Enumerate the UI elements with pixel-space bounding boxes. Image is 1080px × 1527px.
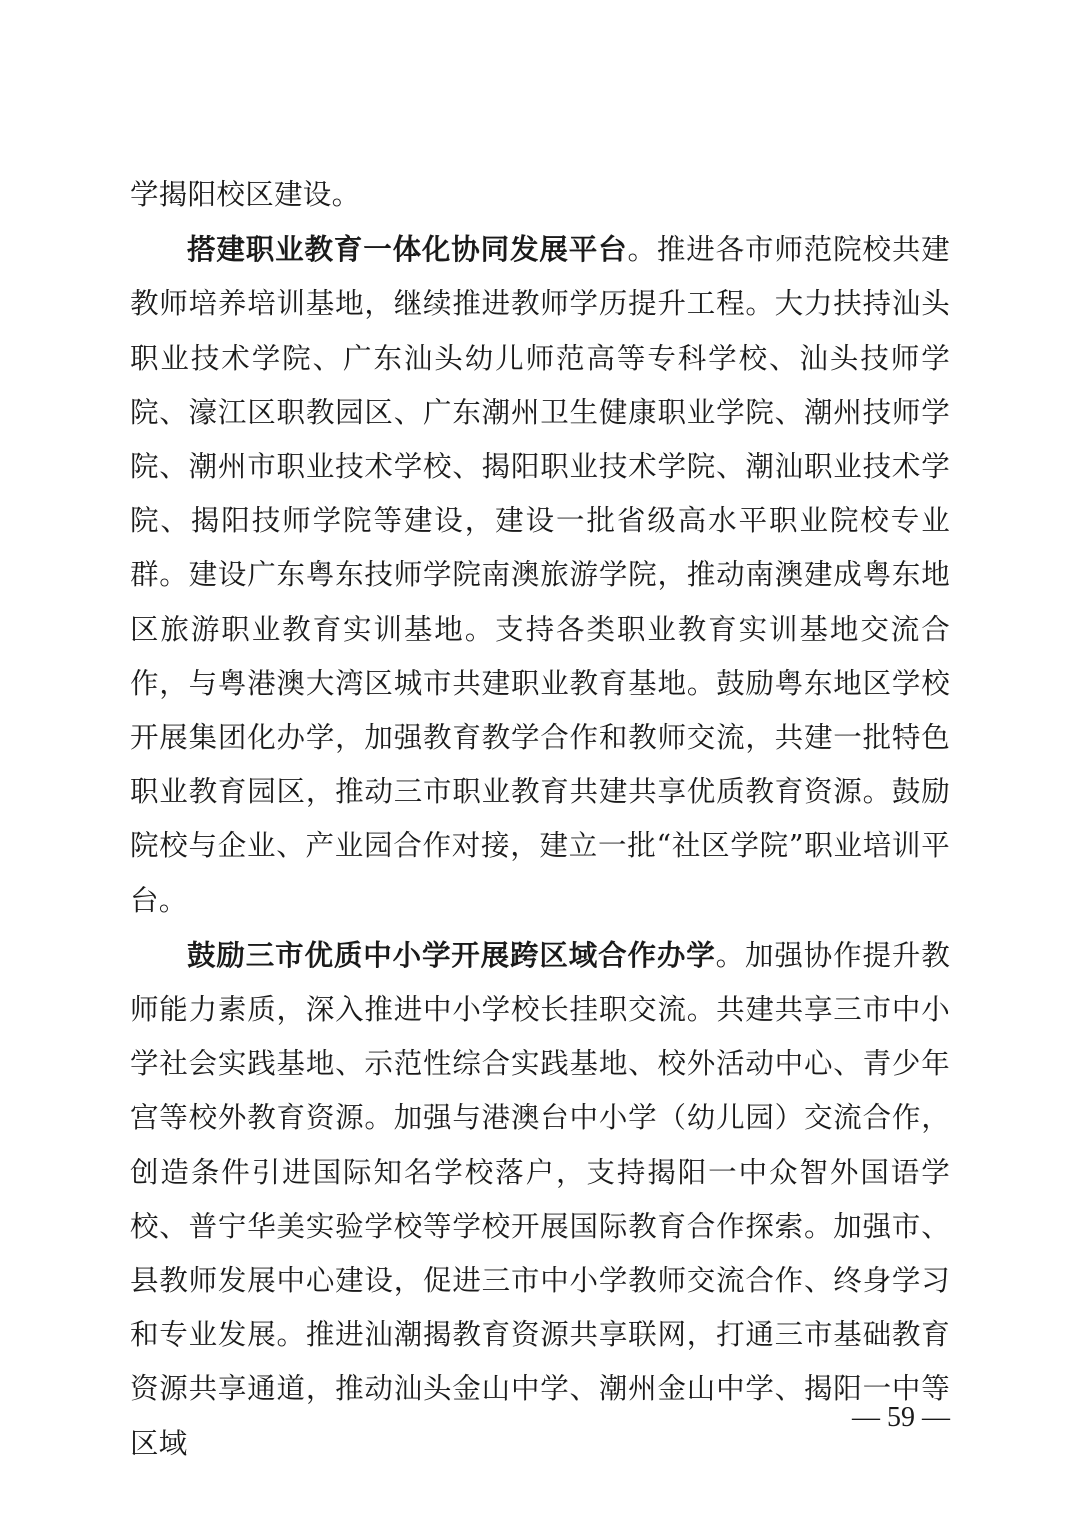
- page-number: — 59 —: [852, 1402, 950, 1433]
- document-body: [130, 168, 950, 1471]
- paragraph-school-cooperation: [130, 928, 950, 1471]
- paragraph-text: 学揭阳校区建设。: [130, 178, 361, 211]
- paragraph-vocational-platform: [130, 222, 950, 928]
- paragraph-heading: 鼓励三市优质中小学开展跨区域合作办学: [187, 937, 716, 972]
- paragraph-continuation: [130, 168, 950, 222]
- paragraph-text: 。加强协作提升教师能力素质，深入推进中小学校长挂职交流。共建共享三市中小学社会实践基地、示范性综合实践基地、校外活动中心、青少年宫等校外教育资源。加强与港澳台中小学（幼儿园）交流合作，创造条件引进国际知名学校落户，支持揭阳一中众智外国语学校、普宁华美实验学校等学校开展国际教育合作探索。加强市、县教师发展中心建设，促进三市中小学教师交流合作、终身学习和专业发展。推进汕潮揭教育资源共享联网，打通三市基础教育资源共享通道，推动汕头金山中学、潮州金山中学、揭阳一中等区域: [130, 938, 950, 1460]
- paragraph-heading: 搭建职业教育一体化协同发展平台: [187, 232, 628, 267]
- paragraph-text: 。推进各市师范院校共建教师培养培训基地，继续推进教师学历提升工程。大力扶持汕头职业技术学院、广东汕头幼儿师范高等专科学校、汕头技师学院、濠江区职教园区、广东潮州卫生健康职业学院、潮州技师学院、潮州市职业技术学校、揭阳职业技术学院、潮汕职业技术学院、揭阳技师学院等建设，建设一批省级高水平职业院校专业群。建设广东粤东技师学院南澳旅游学院，推动南澳建成粤东地区旅游职业教育实训基地。支持各类职业教育实训基地交流合作，与粤港澳大湾区城市共建职业教育基地。鼓励粤东地区学校开展集团化办学，加强教育教学合作和教师交流，共建一批特色职业教育园区，推动三市职业教育共建共享优质教育资源。鼓励院校与企业、产业园合作对接，建立一批“社区学院”职业培训平台。: [130, 233, 950, 917]
